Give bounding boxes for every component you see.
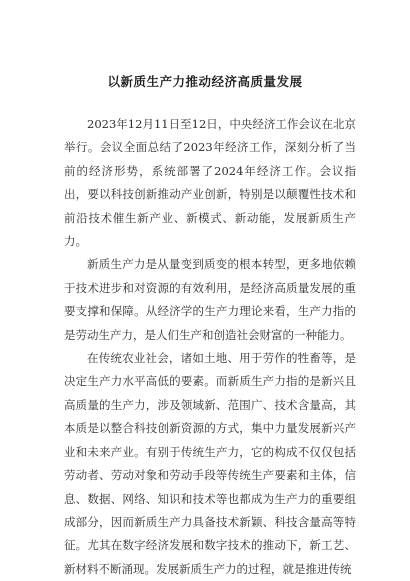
paragraph-3: 在传统农业社会，诸如土地、用于劳作的牲畜等，是决定生产力水平高低的要素。而新质生产力指的是新兴且高质量的生产力，涉及领域新、范围广、技术含量高，其本质是以整合科技创新资源的方式，集中力量发展新兴产业和未来产业。有别于传统生产力，它的构成不仅仅包括劳动者、劳动对象和劳动手段等传统生产要素和主体，信息、数据、网络、知识和技术等也都成为生产力的重要组成部分，因而新质生产力具备技术新颖、科技含量高等特征。尤其在数字经济发展和数字技术的推动下，新工艺、新材料不断涌现。发展新质生产力的过程，就是推进传统 (64, 351, 356, 576)
document-title: 以新质生产力推动经济高质量发展 (107, 74, 303, 89)
paragraph-1: 2023年12月11日至12日，中央经济工作会议在北京举行。会议全面总结了2023年经济工作，深刻分析了当前的经济形势，系统部署了2024年经济工作。会议指出，要以科技创新推动产业创新，特别是以颠覆性技术和前沿技术催生新产业、新模式、新动能，发展新质生产力。 (64, 117, 356, 249)
document-body (64, 113, 356, 581)
paragraph-2: 新质生产力是从量变到质变的根本转型，更多地依赖于技术进步和对资源的有效利用，是经济高质量发展的重要支撑和保障。从经济学的生产力理论来看，生产力指的是劳动生产力，是人们生产和创造社会财富的一种能力。 (64, 257, 356, 342)
